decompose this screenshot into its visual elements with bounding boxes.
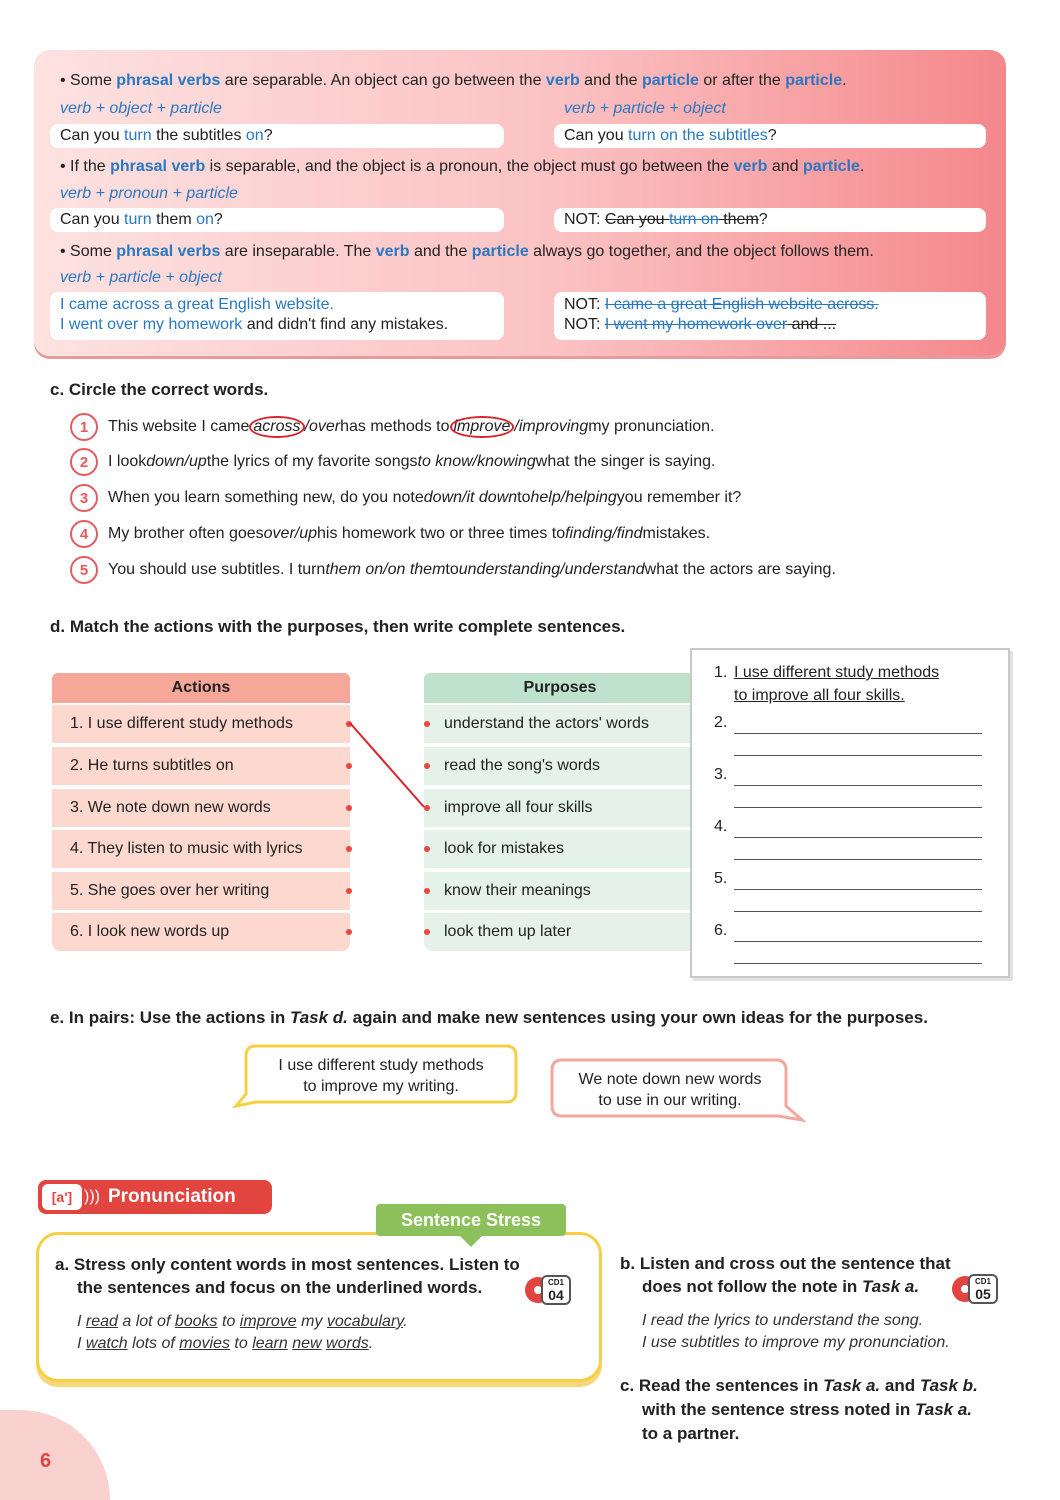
answer-line-5b[interactable] xyxy=(734,890,982,912)
pronunciation-icon: [a'] xyxy=(42,1184,82,1210)
purpose-row-5[interactable]: know their meanings xyxy=(424,872,696,910)
circled-answer[interactable]: improve xyxy=(450,416,515,438)
speech-bubble-1: I use different study methods to improve my writing. xyxy=(278,1057,484,1095)
actions-header: Actions xyxy=(52,673,350,703)
task-b-example-1[interactable]: I read the lyrics to understand the song. xyxy=(642,1312,924,1329)
answer-line-3b[interactable] xyxy=(734,786,982,808)
purpose-row-2[interactable]: read the song's words xyxy=(424,747,696,785)
item-number: 1 xyxy=(70,413,98,441)
purpose-row-6[interactable]: look them up later xyxy=(424,913,696,951)
pronunciation-title: Pronunciation xyxy=(107,1186,236,1207)
item-number: 4 xyxy=(70,520,98,548)
item-number: 3 xyxy=(70,484,98,512)
exercise-e-heading: e. In pairs: Use the actions in Task d. again and make new sentences using your own ideas for the purposes. xyxy=(50,1008,928,1027)
task-b-line-2: does not follow the note in Task a. xyxy=(642,1277,920,1296)
grammar-rule-3: • Some phrasal verbs are inseparable. The verb and the particle always go together, and the object follows them. xyxy=(60,243,874,260)
grammar-formula-1a: verb + object + particle xyxy=(60,100,222,117)
speech-bubble-2: We note down new words to use in our writing. xyxy=(578,1071,762,1109)
action-row-4[interactable]: 4. They listen to music with lyrics xyxy=(52,830,350,868)
task-c-line-2: with the sentence stress noted in Task a. xyxy=(642,1400,973,1419)
grammar-example-2a: Can you turn them on? xyxy=(50,208,504,232)
answer-line-5a[interactable] xyxy=(734,868,982,890)
answer-line-2b[interactable] xyxy=(734,734,982,756)
exercise-d-heading: d. Match the actions with the purposes, then write complete sentences. xyxy=(50,617,626,636)
purposes-header: Purposes xyxy=(424,673,696,703)
action-row-1[interactable]: 1. I use different study methods xyxy=(52,705,350,743)
grammar-example-1b: Can you turn on the subtitles? xyxy=(554,124,986,148)
match-dot[interactable] xyxy=(346,846,352,852)
answer-line-6a[interactable] xyxy=(734,920,982,942)
answer-line-3a[interactable] xyxy=(734,764,982,786)
circled-answer[interactable]: across xyxy=(249,416,304,438)
exercise-c-item-3[interactable]: 3 When you learn something new, do you note down/it down to help/helping you remember it? xyxy=(70,484,741,512)
pronunciation-badge xyxy=(38,1180,272,1214)
exercise-c-item-5[interactable]: 5 You should use subtitles. I turn them on/on them to understanding/understand what the actors are saying. xyxy=(70,556,836,584)
sentence-stress-tab: Sentence Stress xyxy=(376,1204,566,1236)
answer-line-6b[interactable] xyxy=(734,942,982,964)
grammar-rule-1: • Some phrasal verbs are separable. An object can go between the verb and the particle or after the particle. xyxy=(60,72,847,89)
action-row-2[interactable]: 2. He turns subtitles on xyxy=(52,747,350,785)
match-dot[interactable] xyxy=(424,846,430,852)
grammar-example-2b: NOT: Can you turn on them? xyxy=(554,208,986,232)
answer-line-2a[interactable] xyxy=(734,712,982,734)
sound-waves-icon: ))) xyxy=(84,1188,100,1205)
action-row-3[interactable]: 3. We note down new words xyxy=(52,789,350,827)
exercise-c-item-2[interactable]: 2 I look down/up the lyrics of my favorite songs to know/knowing what the singer is saying. xyxy=(70,448,715,476)
cd-track-04[interactable]: CD1 04 xyxy=(525,1275,575,1305)
exercise-c-item-4[interactable]: 4 My brother often goes over/up his homework two or three times to finding/find mistakes. xyxy=(70,520,710,548)
grammar-formula-1b: verb + particle + object xyxy=(564,100,726,117)
item-number: 5 xyxy=(70,556,98,584)
purpose-row-3[interactable]: improve all four skills xyxy=(424,789,696,827)
task-b-line-1: b. Listen and cross out the sentence that xyxy=(620,1254,951,1273)
action-row-6[interactable]: 6. I look new words up xyxy=(52,913,350,951)
purpose-row-4[interactable]: look for mistakes xyxy=(424,830,696,868)
grammar-example-3a: I came across a great English website. I went over my homework and didn't find any mistakes. xyxy=(50,292,504,340)
cd-track-05[interactable]: CD1 05 xyxy=(952,1274,1002,1304)
grammar-example-3b: NOT: I came a great English website across. NOT: I went my homework over and ... xyxy=(554,292,986,340)
action-row-5[interactable]: 5. She goes over her writing xyxy=(52,872,350,910)
grammar-formula-3: verb + particle + object xyxy=(60,269,222,286)
match-dot[interactable] xyxy=(424,929,430,935)
task-c-line-3: to a partner. xyxy=(642,1424,740,1443)
grammar-rule-2: • If the phrasal verb is separable, and the object is a pronoun, the object must go between the verb and particle. xyxy=(60,158,865,175)
exercise-c-item-1[interactable]: 1 This website I came across / over has methods to improve / improving my pronunciation. xyxy=(70,413,715,441)
grammar-example-1a: Can you turn the subtitles on? xyxy=(50,124,504,148)
match-dot[interactable] xyxy=(424,888,430,894)
match-dot[interactable] xyxy=(346,888,352,894)
answer-line-1b[interactable]: to improve all four skills. xyxy=(734,687,905,704)
exercise-c-heading: c. Circle the correct words. xyxy=(50,380,269,399)
grammar-box xyxy=(34,50,1006,356)
item-number: 2 xyxy=(70,448,98,476)
page-corner-decoration xyxy=(0,1410,110,1500)
answer-line-1a[interactable]: I use different study methods xyxy=(734,664,940,681)
grammar-formula-2: verb + pronoun + particle xyxy=(60,185,238,202)
answer-line-4b[interactable] xyxy=(734,838,982,860)
answer-line-4a[interactable] xyxy=(734,816,982,838)
page-number: 6 xyxy=(40,1450,52,1472)
match-line xyxy=(340,715,440,815)
answer-writing-box: 1. I use different study methods to improve all four skills. 2. 3. 4. 5. 6. xyxy=(690,648,1010,978)
pronunciation-task-a-box: a. Stress only content words in most sentences. Listen to the sentences and focus on the underlined words. CD1 04 I read a lot of books to improve my vocabulary. I watch lots of movies to learn new words. xyxy=(36,1232,602,1382)
task-c-line-1: c. Read the sentences in Task a. and Task b. xyxy=(620,1376,978,1395)
task-b-example-2[interactable]: I use subtitles to improve my pronunciation. xyxy=(642,1334,950,1351)
task-a-example-1: I read a lot of books to improve my vocabulary. xyxy=(77,1313,408,1330)
purpose-row-1[interactable]: understand the actors' words xyxy=(424,705,696,743)
match-dot[interactable] xyxy=(346,929,352,935)
task-a-example-2: I watch lots of movies to learn new words. xyxy=(77,1335,374,1352)
